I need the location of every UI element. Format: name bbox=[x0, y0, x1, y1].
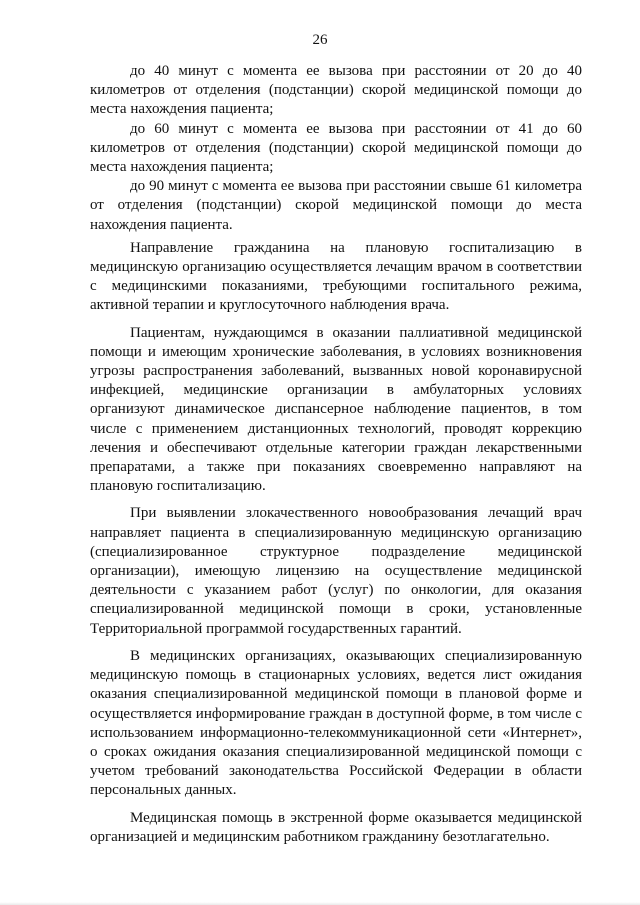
paragraph-ambulance-90-min: до 90 минут с момента ее вызова при расстоянии свыше 61 километра от отделения (подстанции) скорой медицинской помощи до места нахождения пациента. bbox=[90, 178, 582, 233]
document-body bbox=[90, 62, 582, 847]
paragraph-ambulance-60-min: до 60 минут с момента ее вызова при расстоянии от 41 до 60 километров от отделения (подстанции) скорой медицинской помощи до места нахождения пациента; bbox=[90, 120, 582, 176]
paragraph-oncology-referral: При выявлении злокачественного новообразования лечащий врач направляет пациента в специализированную медицинскую организацию (специализированное структурное подразделение медицинской организации), имеющую лицензию на осуществление медицинской деятельности с указанием работ (услуг) по онкологии, для оказания специализированной медицинской помощи в сроки, установленные Территориальной программой государственных гарантий. bbox=[90, 505, 582, 637]
page-number: 26 bbox=[312, 32, 328, 48]
paragraph-planned-hospitalization: Направление гражданина на плановую госпитализацию в медицинскую организацию осуществляется лечащим врачом в соответствии с медицинскими показаниями, требующими госпитального режима, активной терапии и круглосуточного наблюдения врача. bbox=[90, 239, 582, 314]
paragraph-palliative-care: Пациентам, нуждающимся в оказании паллиативной медицинской помощи и имеющим хронические заболевания, в условиях возникновения угрозы распространения заболеваний, вызванных новой коронавирусной инфекцией, медицинские организации в амбулаторных условиях организуют динамическое диспансерное наблюдение пациентов, в том числе с применением дистанционных технологий, проводят коррекцию лечения и обеспечивают отдельные категории граждан лекарственными препаратами, а также при показаниях своевременно направляют на плановую госпитализацию. bbox=[90, 324, 582, 495]
paragraph-ambulance-40-min: до 40 минут с момента ее вызова при расстоянии от 20 до 40 километров от отделения (подстанции) скорой медицинской помощи до места нахождения пациента; bbox=[90, 63, 582, 118]
paragraph-waiting-list: В медицинских организациях, оказывающих специализированную медицинскую помощь в стационарных условиях, ведется лист ожидания оказания специализированной медицинской помощи в плановой форме и осуществляется информирование граждан в доступной форме, в том числе с использованием информационно-телекоммуникационной сети «Интернет», о сроках ожидания оказания специализированной медицинской помощи с учетом требований законодательства Российской Федерации в области персональных данных. bbox=[90, 647, 582, 799]
paragraph-emergency-care: Медицинская помощь в экстренной форме оказывается медицинской организацией и медицинским работником гражданину безотлагательно. bbox=[90, 809, 582, 845]
